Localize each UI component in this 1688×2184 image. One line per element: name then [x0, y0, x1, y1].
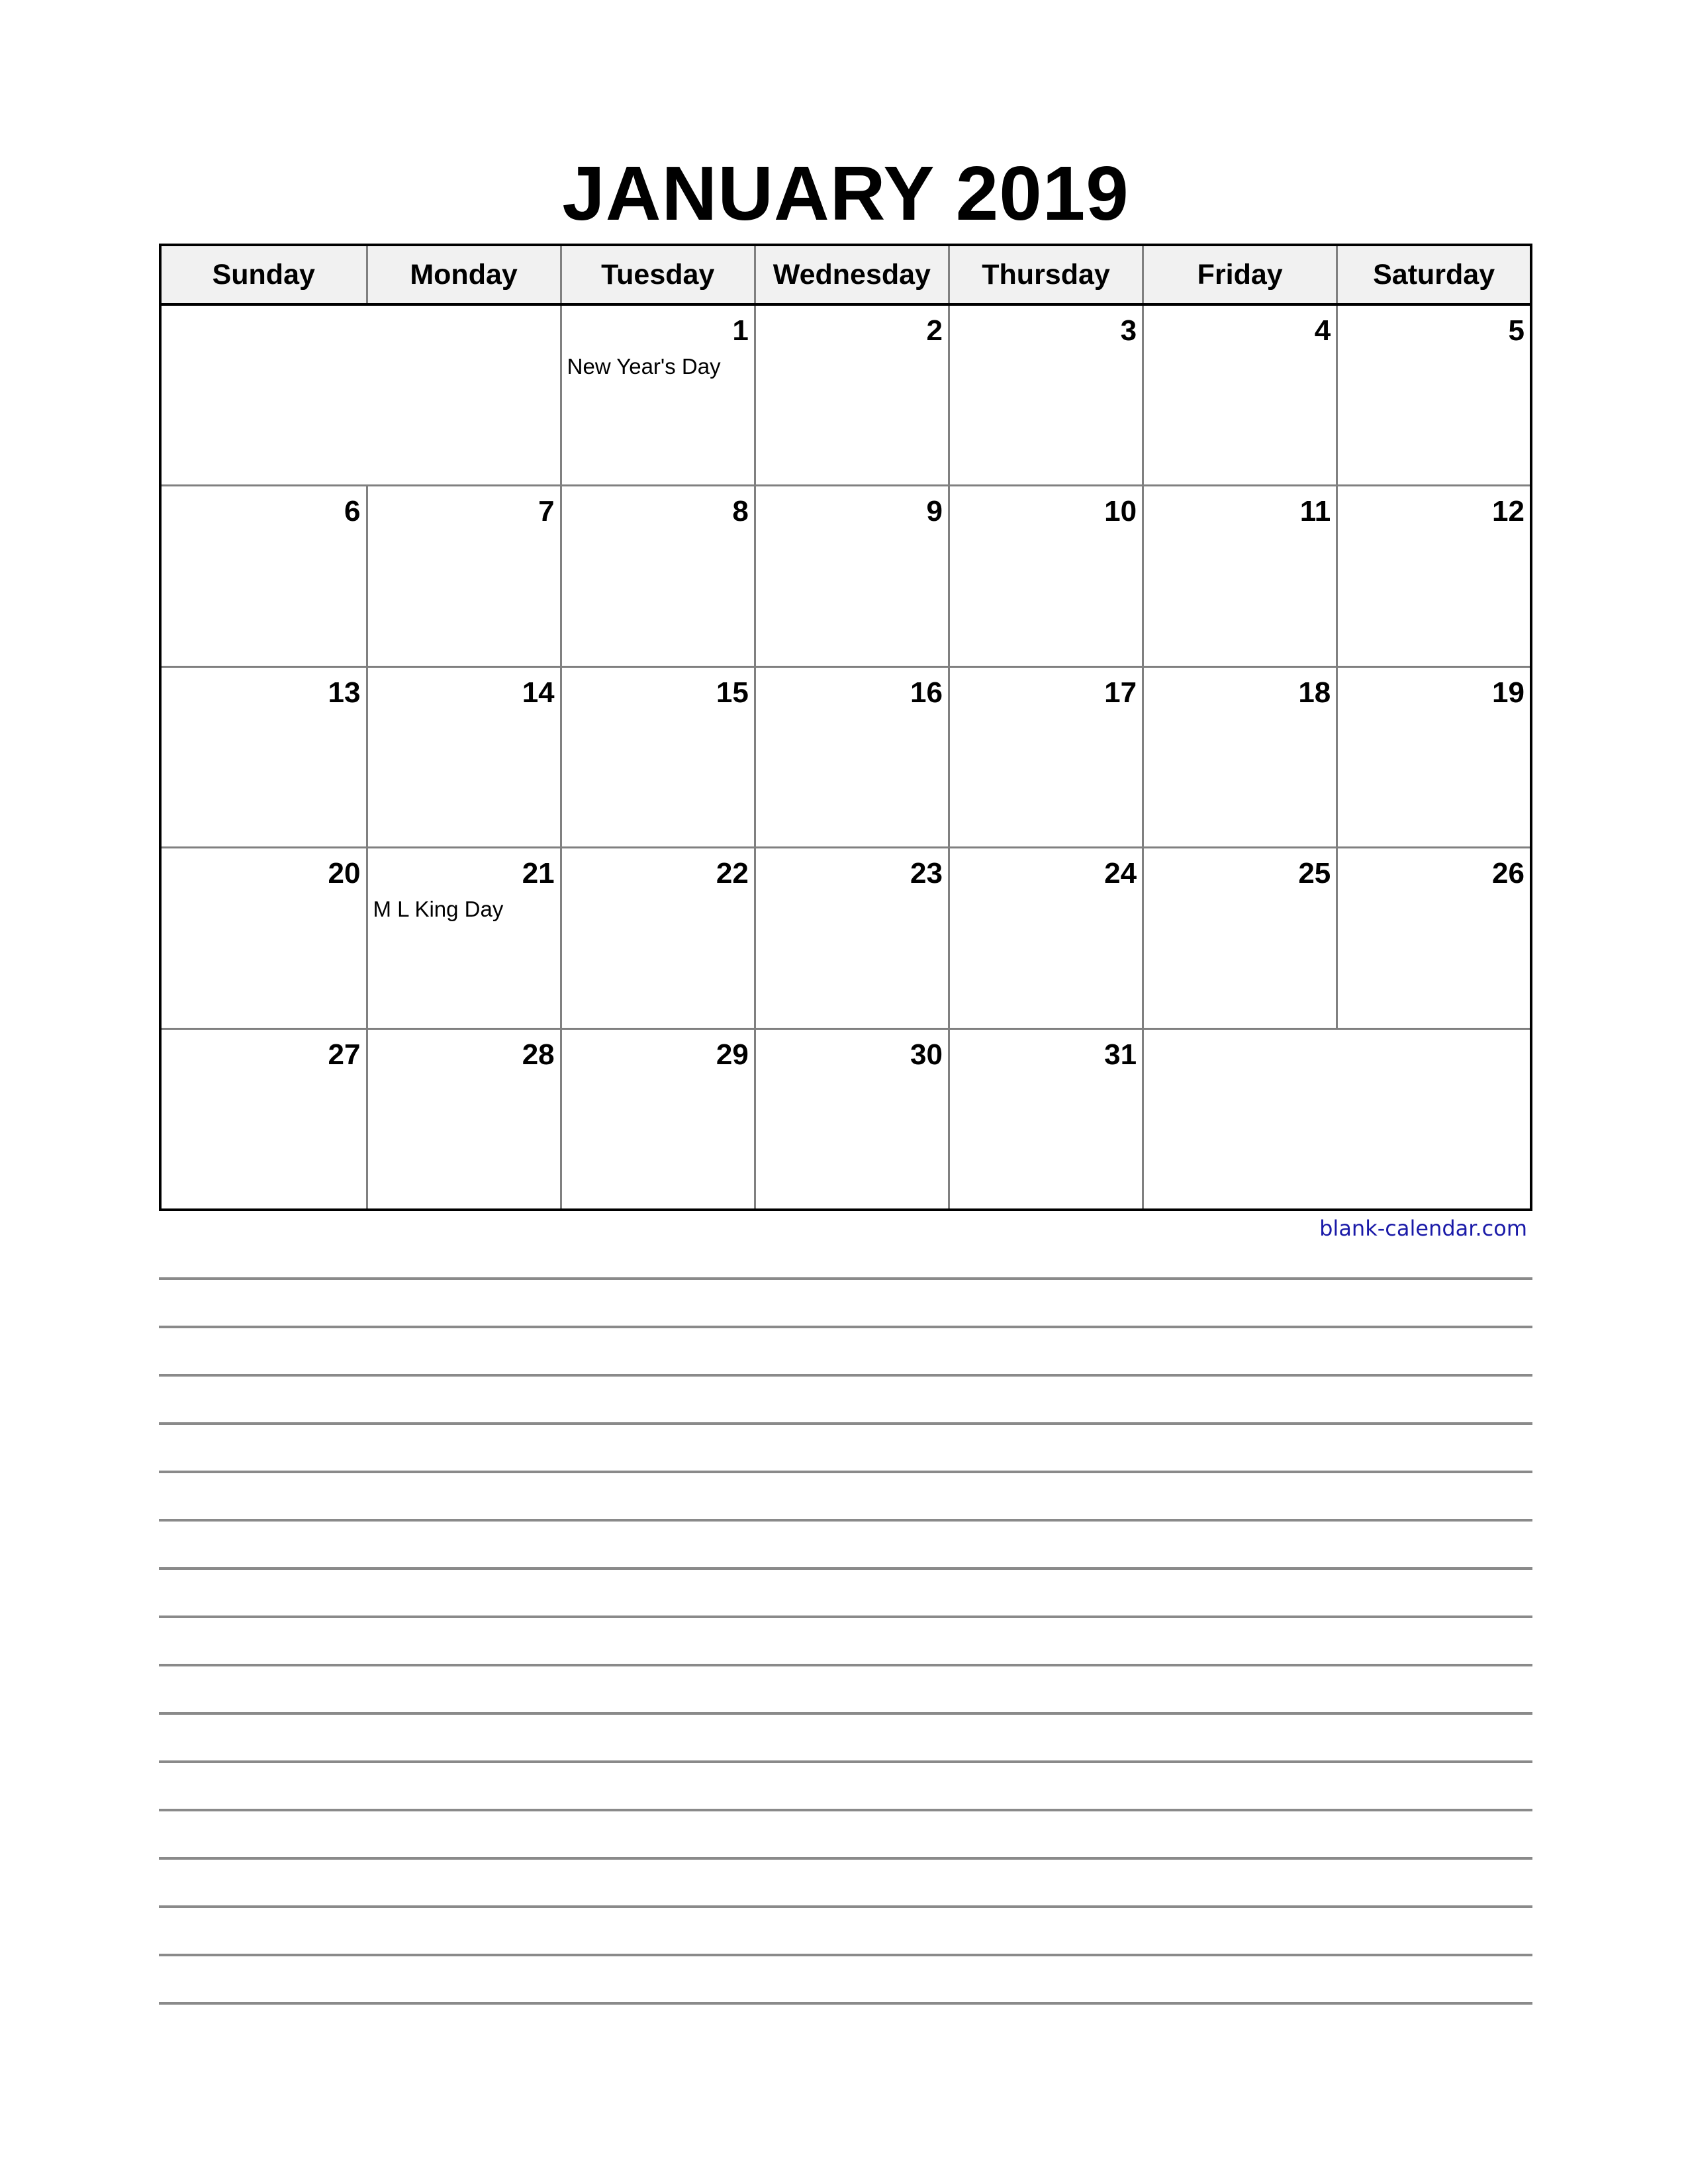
day-number: 10	[1104, 495, 1137, 528]
weekday-header: Friday	[1143, 245, 1337, 304]
day-number: 4	[1314, 314, 1331, 347]
note-line	[159, 1809, 1532, 1811]
day-cell[interactable]	[367, 848, 561, 1028]
day-number: 6	[344, 495, 361, 528]
day-cell[interactable]	[949, 848, 1143, 1028]
day-number: 21	[522, 857, 555, 890]
day-cell[interactable]	[949, 1028, 1143, 1210]
weekday-header: Sunday	[160, 245, 367, 304]
day-number: 5	[1508, 314, 1524, 347]
note-line	[159, 1567, 1532, 1570]
note-line	[159, 1471, 1532, 1473]
day-cell[interactable]	[755, 1028, 949, 1210]
calendar-title: JANUARY 2019	[562, 150, 1129, 236]
day-number: 18	[1298, 676, 1331, 709]
day-number: 15	[716, 676, 749, 709]
day-number: 14	[522, 676, 555, 709]
calendar-grid	[159, 244, 1532, 1211]
week-row	[160, 304, 1531, 486]
day-cell[interactable]	[755, 304, 949, 486]
day-number: 22	[716, 857, 749, 890]
day-cell[interactable]	[949, 304, 1143, 486]
day-number: 19	[1492, 676, 1524, 709]
day-number: 2	[926, 314, 943, 347]
day-cell[interactable]	[1143, 304, 1337, 486]
day-cell[interactable]	[160, 1028, 367, 1210]
day-cell[interactable]	[1143, 486, 1337, 666]
day-number: 3	[1120, 314, 1137, 347]
note-line	[159, 1760, 1532, 1763]
day-cell[interactable]	[561, 1028, 755, 1210]
day-cell[interactable]	[1143, 848, 1337, 1028]
week-row	[160, 1028, 1531, 1210]
day-cell[interactable]	[1337, 848, 1531, 1028]
note-line	[159, 1857, 1532, 1860]
note-line	[159, 1664, 1532, 1666]
day-number: 20	[328, 857, 361, 890]
weekday-header: Tuesday	[561, 245, 755, 304]
week-row	[160, 666, 1531, 847]
notes-lines	[159, 1277, 1532, 2050]
day-cell[interactable]	[367, 1028, 561, 1210]
day-cell[interactable]	[160, 666, 367, 847]
day-number: 1	[732, 314, 749, 347]
day-cell[interactable]	[1337, 666, 1531, 847]
day-cell[interactable]	[561, 848, 755, 1028]
day-cell[interactable]	[160, 848, 367, 1028]
day-number: 27	[328, 1038, 361, 1071]
day-number: 31	[1104, 1038, 1137, 1071]
day-number: 30	[910, 1038, 943, 1071]
note-line	[159, 1277, 1532, 1280]
day-cell[interactable]	[949, 486, 1143, 666]
week-row	[160, 486, 1531, 666]
day-number: 8	[732, 495, 749, 528]
site-credit-link[interactable]: blank-calendar.com	[1319, 1216, 1527, 1241]
day-number: 28	[522, 1038, 555, 1071]
holiday-label: M L King Day	[373, 897, 504, 922]
day-cell[interactable]	[367, 666, 561, 847]
weekday-header: Monday	[367, 245, 561, 304]
day-cell[interactable]	[949, 666, 1143, 847]
note-line	[159, 2002, 1532, 2005]
day-number: 23	[910, 857, 943, 890]
day-cell[interactable]	[1337, 304, 1531, 486]
week-row	[160, 848, 1531, 1028]
day-number: 24	[1104, 857, 1137, 890]
note-line	[159, 1326, 1532, 1328]
day-number: 26	[1492, 857, 1524, 890]
day-number: 7	[538, 495, 555, 528]
day-cell[interactable]	[160, 486, 367, 666]
day-cell[interactable]	[755, 848, 949, 1028]
day-number: 16	[910, 676, 943, 709]
day-cell[interactable]	[561, 666, 755, 847]
day-cell[interactable]	[755, 486, 949, 666]
day-cell[interactable]	[561, 304, 755, 486]
day-number: 25	[1298, 857, 1331, 890]
blank-day-cell	[1143, 1028, 1531, 1210]
day-number: 17	[1104, 676, 1137, 709]
day-number: 13	[328, 676, 361, 709]
note-line	[159, 1905, 1532, 1908]
weekday-header: Saturday	[1337, 245, 1531, 304]
day-number: 29	[716, 1038, 749, 1071]
day-cell[interactable]	[561, 486, 755, 666]
day-cell[interactable]	[367, 486, 561, 666]
weekday-header: Thursday	[949, 245, 1143, 304]
day-cell[interactable]	[1337, 486, 1531, 666]
day-cell[interactable]	[1143, 666, 1337, 847]
note-line	[159, 1519, 1532, 1522]
note-line	[159, 1374, 1532, 1377]
holiday-label: New Year's Day	[567, 354, 721, 379]
note-line	[159, 1422, 1532, 1425]
day-cell[interactable]	[755, 666, 949, 847]
day-number: 9	[926, 495, 943, 528]
note-line	[159, 1615, 1532, 1618]
weekday-header-row	[160, 245, 1531, 304]
note-line	[159, 1954, 1532, 1956]
day-number: 12	[1492, 495, 1524, 528]
weekday-header: Wednesday	[755, 245, 949, 304]
blank-day-cell	[160, 304, 561, 486]
day-number: 11	[1299, 495, 1331, 528]
note-line	[159, 1712, 1532, 1715]
